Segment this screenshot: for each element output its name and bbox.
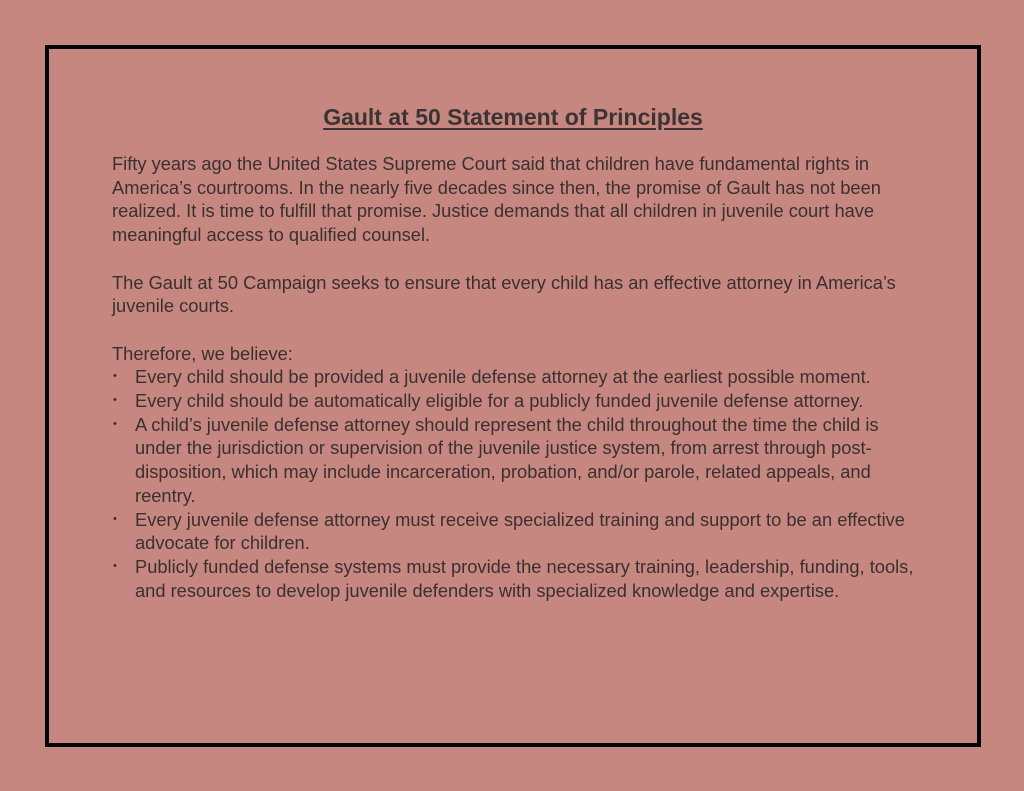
lead-in-text: Therefore, we believe: <box>112 342 293 364</box>
bullet-icon: • <box>113 559 117 572</box>
intro-paragraph: Fifty years ago the United States Supreme Court said that children have fundamental rights in America’s courtrooms. In the nearly five decades since then, the promise of Gault has not been realized. It is time to fulfill that promise. Justice demands that all children in juvenile court have meaningful access to qualified counsel. <box>112 153 881 246</box>
principles-list <box>112 365 922 602</box>
campaign-paragraph: The Gault at 50 Campaign seeks to ensure that every child has an effective attorney in America’s juvenile courts. <box>112 271 896 317</box>
list-item <box>112 365 922 389</box>
document-frame <box>45 45 981 747</box>
list-item <box>112 555 922 602</box>
principle-text: Every child should be provided a juvenile defense attorney at the earliest possible moment. <box>135 366 871 388</box>
bullet-icon: • <box>113 394 117 406</box>
list-item <box>112 413 922 508</box>
document-title: Gault at 50 Statement of Principles <box>323 104 703 130</box>
document-body <box>112 152 922 602</box>
bullet-icon: • <box>113 370 117 383</box>
list-item <box>112 508 922 555</box>
principle-text: Every child should be automatically eligible for a publicly funded juvenile defense attorney. <box>135 390 864 411</box>
principle-text: Every juvenile defense attorney must receive specialized training and support to be an effective advocate for children. <box>135 508 905 554</box>
principle-text: Publicly funded defense systems must provide the necessary training, leadership, funding, tools, and resources to develop juvenile defenders with specialized knowledge and expertise. <box>135 555 914 601</box>
bullet-icon: • <box>113 417 117 430</box>
principle-text: A child’s juvenile defense attorney should represent the child throughout the time the child is under the jurisdiction or supervision of the juvenile justice system, from arrest through post-disposition, which may include incarceration, probation, and/or parole, related appeals, and reentry. <box>135 413 879 506</box>
bullet-icon: • <box>113 512 117 525</box>
list-item <box>112 389 922 413</box>
